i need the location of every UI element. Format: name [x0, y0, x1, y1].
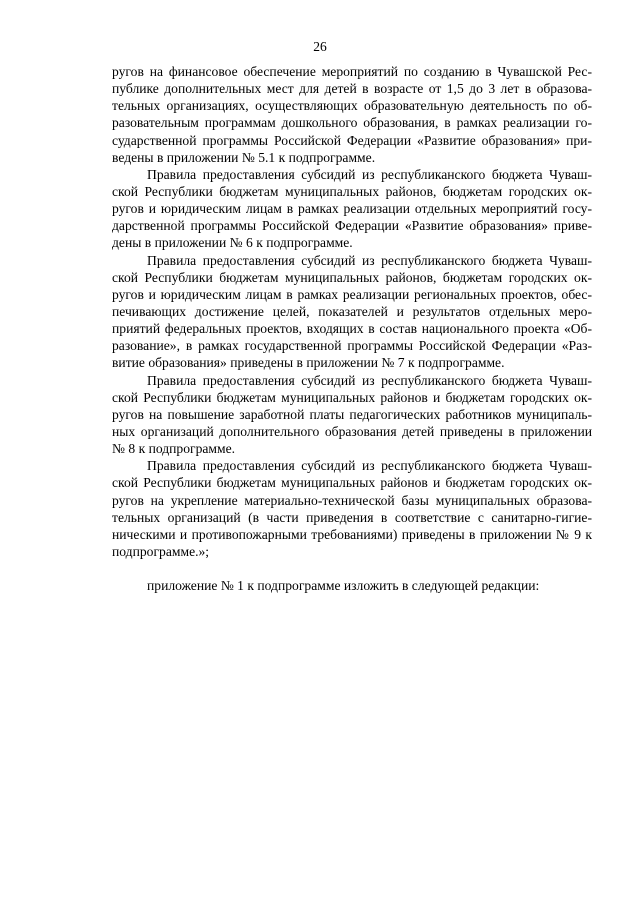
text-line: дарственной программы Российской Федерации «Развитие образования» приве-: [112, 218, 592, 234]
paragraph-appendix-6: [112, 166, 592, 252]
text-line: ругов на финансовое обеспечение мероприятий по созданию в Чувашской Рес-: [112, 64, 592, 79]
text-line: ных организаций дополнительного образования детей приведены в приложении: [112, 423, 592, 439]
paragraph-appendix-9: [112, 457, 592, 560]
text-line: ругов на повышение заработной платы педагогических работников муниципаль-: [112, 406, 592, 422]
text-line: Правила предоставления субсидий из республиканского бюджета Чуваш-: [147, 252, 592, 268]
document-body: [112, 63, 592, 594]
text-line: Правила предоставления субсидий из республиканского бюджета Чуваш-: [147, 458, 592, 474]
paragraph-appendix-7: [112, 252, 592, 372]
text-line: ской Республики бюджетам муниципальных районов и бюджетам городских ок-: [112, 389, 592, 405]
text-line: ской Республики бюджетам муниципальных районов, бюджетам городских ок-: [112, 269, 592, 285]
text-line: подпрограмме.»;: [112, 543, 210, 559]
text-line: Правила предоставления субсидий из республиканского бюджета Чуваш-: [147, 166, 592, 182]
text-line: приложение № 1 к подпрограмме изложить в следующей редакции:: [147, 578, 540, 594]
text-line: тельных организациях, осуществляющих образовательную деятельность по об-: [112, 98, 592, 114]
text-line: ругов и юридическим лицам в рамках реализации отдельных мероприятий госу-: [112, 201, 592, 217]
paragraph-appendix-8: [112, 372, 592, 458]
text-line: витие образования» приведены в приложении № 7 к подпрограмме.: [112, 355, 505, 371]
text-line: ническими и противопожарными требованиями) приведены в приложении № 9 к: [112, 526, 592, 542]
blank-line: [112, 560, 592, 577]
text-line: тельных организаций (в части приведения в соответствие с санитарно-гигие-: [112, 509, 592, 525]
paragraph-appendix-1-new-edition: [112, 577, 592, 594]
text-line: ской Республики бюджетам муниципальных районов и бюджетам городских ок-: [112, 475, 592, 491]
text-line: разовательным программам дошкольного образования, в рамках реализации го-: [112, 115, 592, 131]
page-number: 26: [313, 39, 327, 54]
text-line: публике дополнительных мест для детей в возрасте от 1,5 до 3 лет в образова-: [112, 81, 592, 97]
text-line: дены в приложении № 6 к подпрограмме.: [112, 235, 353, 251]
text-line: ской Республики бюджетам муниципальных районов, бюджетам городских ок-: [112, 183, 592, 199]
text-line: разование», в рамках государственной программы Российской Федерации «Раз-: [112, 338, 592, 354]
text-line: ругов и юридическим лицам в рамках реализации региональных проектов, обес-: [112, 286, 592, 302]
text-line: Правила предоставления субсидий из республиканского бюджета Чуваш-: [147, 372, 592, 388]
text-line: сударственной программы Российской Федерации «Развитие образования» при-: [112, 132, 592, 148]
paragraph-funding-places: [112, 63, 592, 166]
text-line: печивающих достижение целей, показателей и результатов отдельных меро-: [112, 303, 592, 319]
text-line: ругов на укрепление материально-технической базы муниципальных образова-: [112, 492, 592, 508]
text-line: ведены в приложении № 5.1 к подпрограмме.: [112, 149, 376, 165]
text-line: № 8 к подпрограмме.: [112, 441, 236, 457]
text-line: приятий федеральных проектов, входящих в состав национального проекта «Об-: [112, 321, 592, 337]
